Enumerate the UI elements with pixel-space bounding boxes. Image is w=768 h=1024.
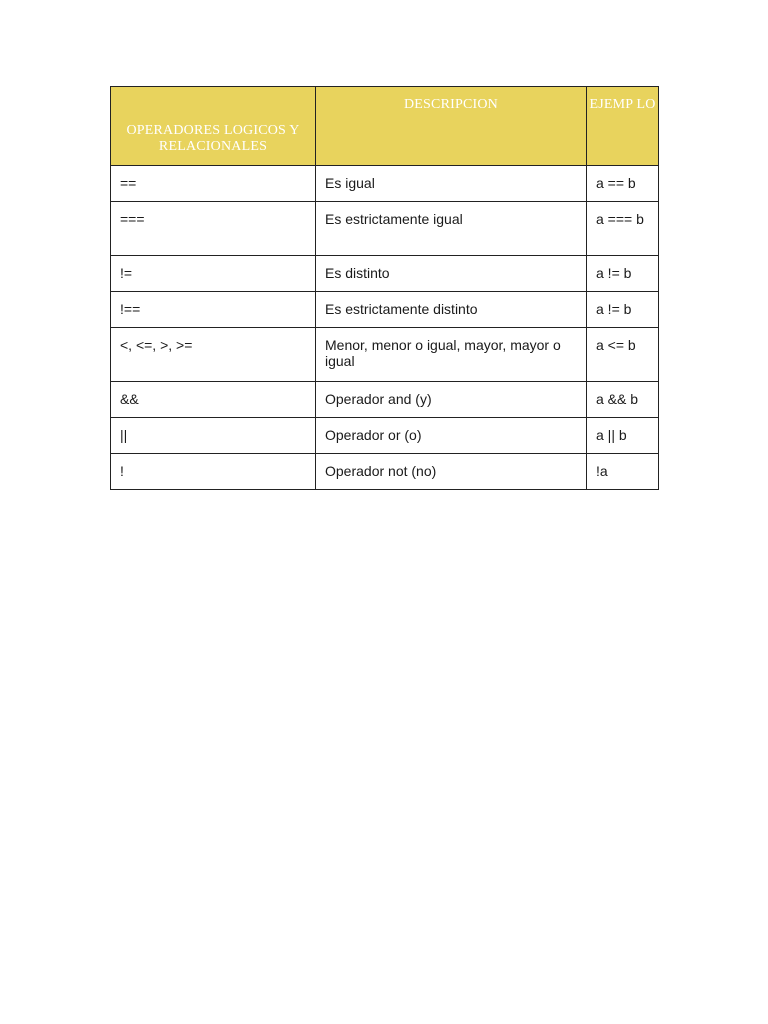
example-cell: a != b (587, 256, 659, 292)
description-cell: Es distinto (316, 256, 587, 292)
description-cell: Menor, menor o igual, mayor, mayor o igual (316, 328, 587, 382)
table-row (111, 454, 659, 490)
example-cell: a && b (587, 382, 659, 418)
operator-cell: == (111, 166, 316, 202)
example-cell: a || b (587, 418, 659, 454)
operator-cell: || (111, 418, 316, 454)
operator-cell: && (111, 382, 316, 418)
description-cell: Es estrictamente distinto (316, 292, 587, 328)
table-row (111, 328, 659, 382)
description-cell: Operador not (no) (316, 454, 587, 490)
table-row (111, 202, 659, 256)
operator-cell: !== (111, 292, 316, 328)
table-row (111, 166, 659, 202)
table-row (111, 418, 659, 454)
description-cell: Operador or (o) (316, 418, 587, 454)
example-cell: a != b (587, 292, 659, 328)
table-header (111, 87, 659, 166)
operators-table (110, 86, 659, 490)
description-cell: Operador and (y) (316, 382, 587, 418)
table-row (111, 382, 659, 418)
table-body (111, 166, 659, 490)
header-operators: OPERADORES LOGICOS Y RELACIONALES (111, 87, 316, 166)
operator-cell: != (111, 256, 316, 292)
example-cell: a == b (587, 166, 659, 202)
operator-cell: <, <=, >, >= (111, 328, 316, 382)
header-row (111, 87, 659, 166)
table-row (111, 256, 659, 292)
example-cell: a <= b (587, 328, 659, 382)
example-cell: a === b (587, 202, 659, 256)
operator-cell: === (111, 202, 316, 256)
header-example: EJEMP LO (587, 87, 659, 166)
operator-cell: ! (111, 454, 316, 490)
description-cell: Es estrictamente igual (316, 202, 587, 256)
header-description: DESCRIPCION (316, 87, 587, 166)
example-cell: !a (587, 454, 659, 490)
table-row (111, 292, 659, 328)
description-cell: Es igual (316, 166, 587, 202)
